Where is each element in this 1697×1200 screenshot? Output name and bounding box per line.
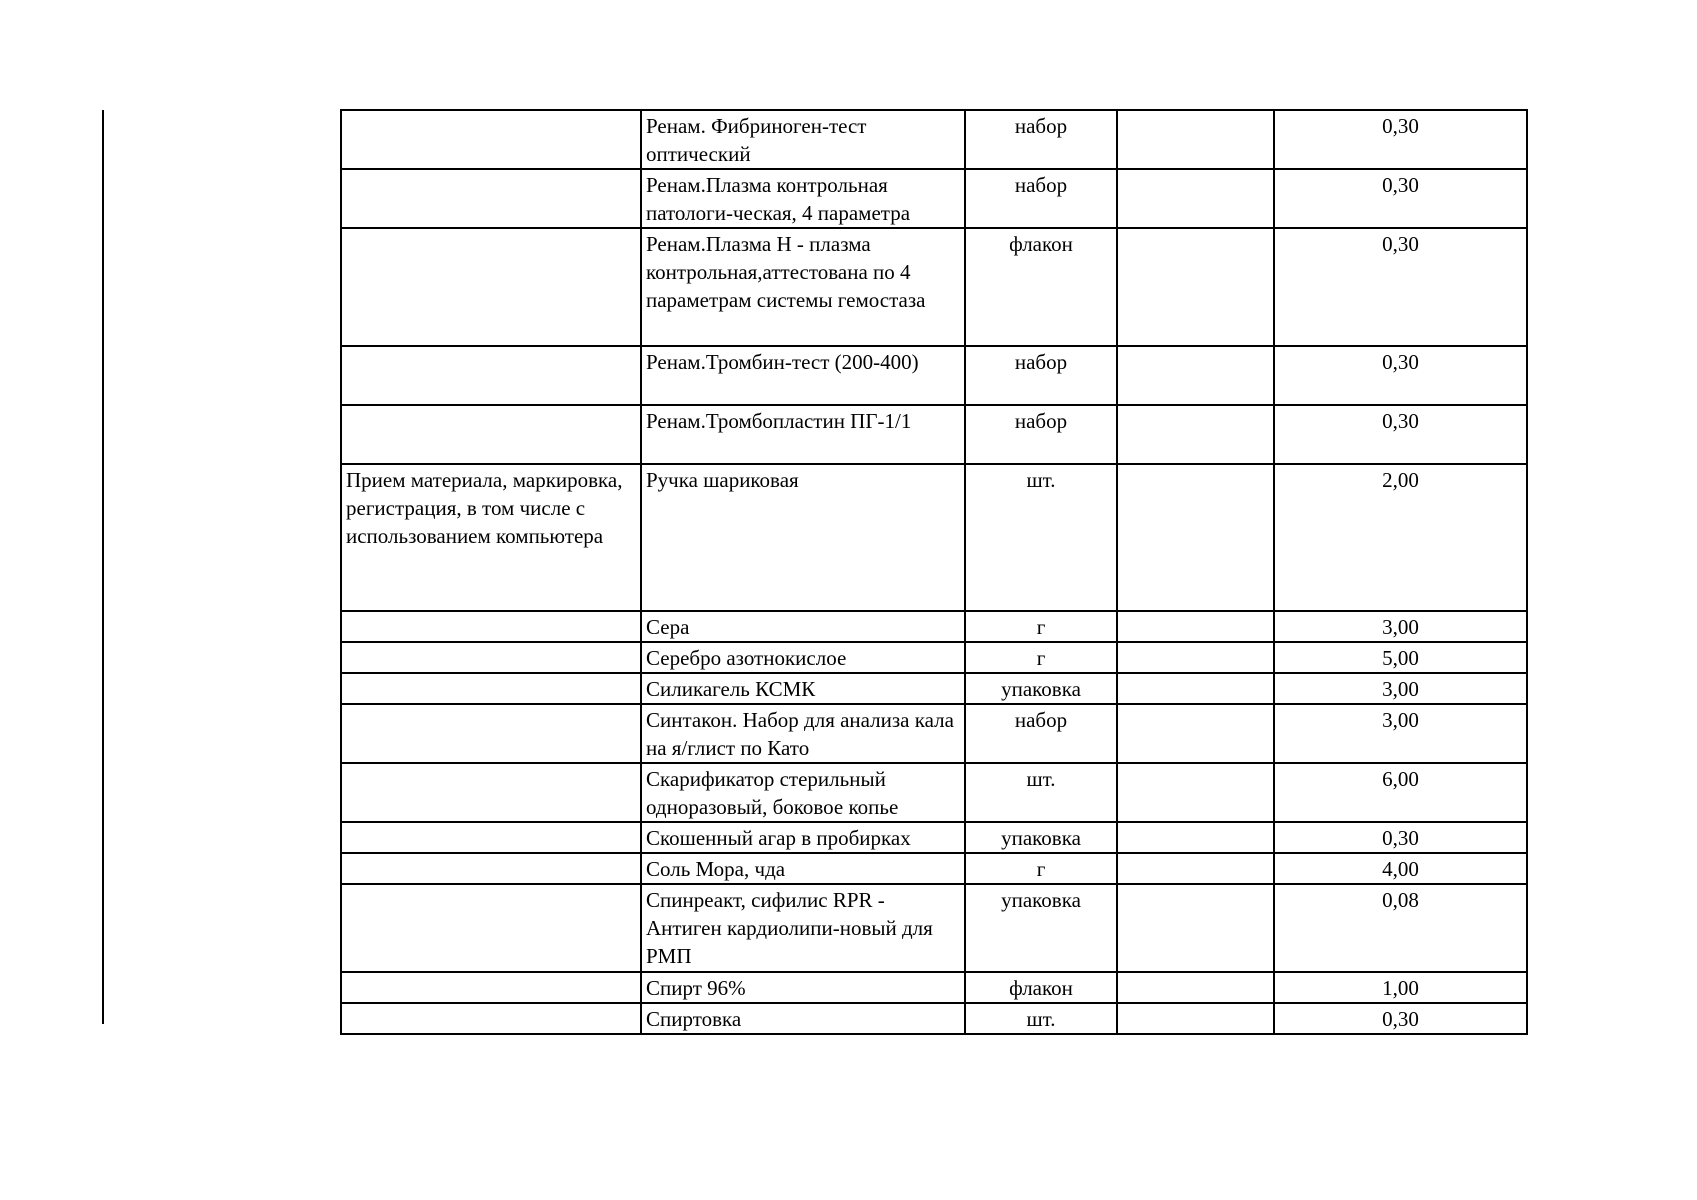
quantity-cell: 3,00 [1274, 704, 1527, 763]
empty-cell [1117, 110, 1274, 169]
page-margin-line [102, 110, 104, 1024]
category-cell [341, 611, 641, 642]
table-row [341, 228, 1527, 346]
quantity-cell: 0,30 [1274, 110, 1527, 169]
quantity-cell: 0,08 [1274, 884, 1527, 972]
quantity-cell: 0,30 [1274, 1003, 1527, 1034]
item-name-cell: Ручка шариковая [641, 464, 965, 611]
quantity-cell: 0,30 [1274, 228, 1527, 346]
unit-cell: г [965, 853, 1117, 884]
category-cell [341, 884, 641, 972]
unit-cell: г [965, 642, 1117, 673]
empty-cell [1117, 228, 1274, 346]
quantity-cell: 1,00 [1274, 972, 1527, 1003]
table-row [341, 884, 1527, 972]
category-cell [341, 673, 641, 704]
table-row [341, 611, 1527, 642]
unit-cell: г [965, 611, 1117, 642]
quantity-cell: 2,00 [1274, 464, 1527, 611]
empty-cell [1117, 169, 1274, 228]
empty-cell [1117, 763, 1274, 822]
table-row [341, 346, 1527, 405]
empty-cell [1117, 405, 1274, 464]
category-cell [341, 228, 641, 346]
table-row [341, 853, 1527, 884]
table-row [341, 822, 1527, 853]
unit-cell: флакон [965, 972, 1117, 1003]
category-cell [341, 405, 641, 464]
item-name-cell: Серебро азотнокислое [641, 642, 965, 673]
item-name-cell: Силикагель КСМК [641, 673, 965, 704]
item-name-cell: Скарификатор стерильный одноразовый, боковое копье [641, 763, 965, 822]
unit-cell: шт. [965, 464, 1117, 611]
empty-cell [1117, 704, 1274, 763]
unit-cell: набор [965, 110, 1117, 169]
category-cell [341, 822, 641, 853]
table-row [341, 464, 1527, 611]
item-name-cell: Синтакон. Набор для анализа кала на я/глист по Като [641, 704, 965, 763]
category-cell [341, 763, 641, 822]
item-name-cell: Спиртовка [641, 1003, 965, 1034]
item-name-cell: Ренам.Тромбин-тест (200-400) [641, 346, 965, 405]
category-cell [341, 642, 641, 673]
unit-cell: шт. [965, 763, 1117, 822]
item-name-cell: Спинреакт, сифилис RPR - Антиген кардиолипи-новый для РМП [641, 884, 965, 972]
unit-cell: упаковка [965, 884, 1117, 972]
table-row [341, 642, 1527, 673]
empty-cell [1117, 1003, 1274, 1034]
unit-cell: набор [965, 346, 1117, 405]
category-cell [341, 346, 641, 405]
quantity-cell: 0,30 [1274, 346, 1527, 405]
quantity-cell: 4,00 [1274, 853, 1527, 884]
table-row [341, 704, 1527, 763]
unit-cell: упаковка [965, 673, 1117, 704]
quantity-cell: 0,30 [1274, 405, 1527, 464]
item-name-cell: Спирт 96% [641, 972, 965, 1003]
quantity-cell: 0,30 [1274, 169, 1527, 228]
empty-cell [1117, 822, 1274, 853]
table-row [341, 169, 1527, 228]
item-name-cell: Скошенный агар в пробирках [641, 822, 965, 853]
quantity-cell: 3,00 [1274, 673, 1527, 704]
quantity-cell: 0,30 [1274, 822, 1527, 853]
table-row [341, 763, 1527, 822]
item-name-cell: Ренам.Тромбопластин ПГ-1/1 [641, 405, 965, 464]
quantity-cell: 6,00 [1274, 763, 1527, 822]
quantity-cell: 5,00 [1274, 642, 1527, 673]
category-cell [341, 853, 641, 884]
item-name-cell: Ренам.Плазма контрольная патологи-ческая, 4 параметра [641, 169, 965, 228]
empty-cell [1117, 642, 1274, 673]
unit-cell: набор [965, 704, 1117, 763]
item-name-cell: Сера [641, 611, 965, 642]
unit-cell: упаковка [965, 822, 1117, 853]
empty-cell [1117, 884, 1274, 972]
item-name-cell: Ренам.Плазма Н - плазма контрольная,аттестована по 4 параметрам системы гемостаза [641, 228, 965, 346]
empty-cell [1117, 464, 1274, 611]
unit-cell: шт. [965, 1003, 1117, 1034]
empty-cell [1117, 673, 1274, 704]
category-cell [341, 704, 641, 763]
category-cell [341, 972, 641, 1003]
table-row [341, 405, 1527, 464]
empty-cell [1117, 346, 1274, 405]
category-cell [341, 169, 641, 228]
quantity-cell: 3,00 [1274, 611, 1527, 642]
empty-cell [1117, 853, 1274, 884]
item-name-cell: Ренам. Фибриноген-тест оптический [641, 110, 965, 169]
category-cell: Прием материала, маркировка, регистрация, в том числе с использованием компьютера [341, 464, 641, 611]
empty-cell [1117, 972, 1274, 1003]
table-row [341, 110, 1527, 169]
table-row [341, 673, 1527, 704]
category-cell [341, 1003, 641, 1034]
unit-cell: набор [965, 405, 1117, 464]
item-name-cell: Соль Мора, чда [641, 853, 965, 884]
consumables-table [340, 109, 1528, 1035]
unit-cell: флакон [965, 228, 1117, 346]
table-row [341, 972, 1527, 1003]
table-row [341, 1003, 1527, 1034]
category-cell [341, 110, 641, 169]
unit-cell: набор [965, 169, 1117, 228]
empty-cell [1117, 611, 1274, 642]
